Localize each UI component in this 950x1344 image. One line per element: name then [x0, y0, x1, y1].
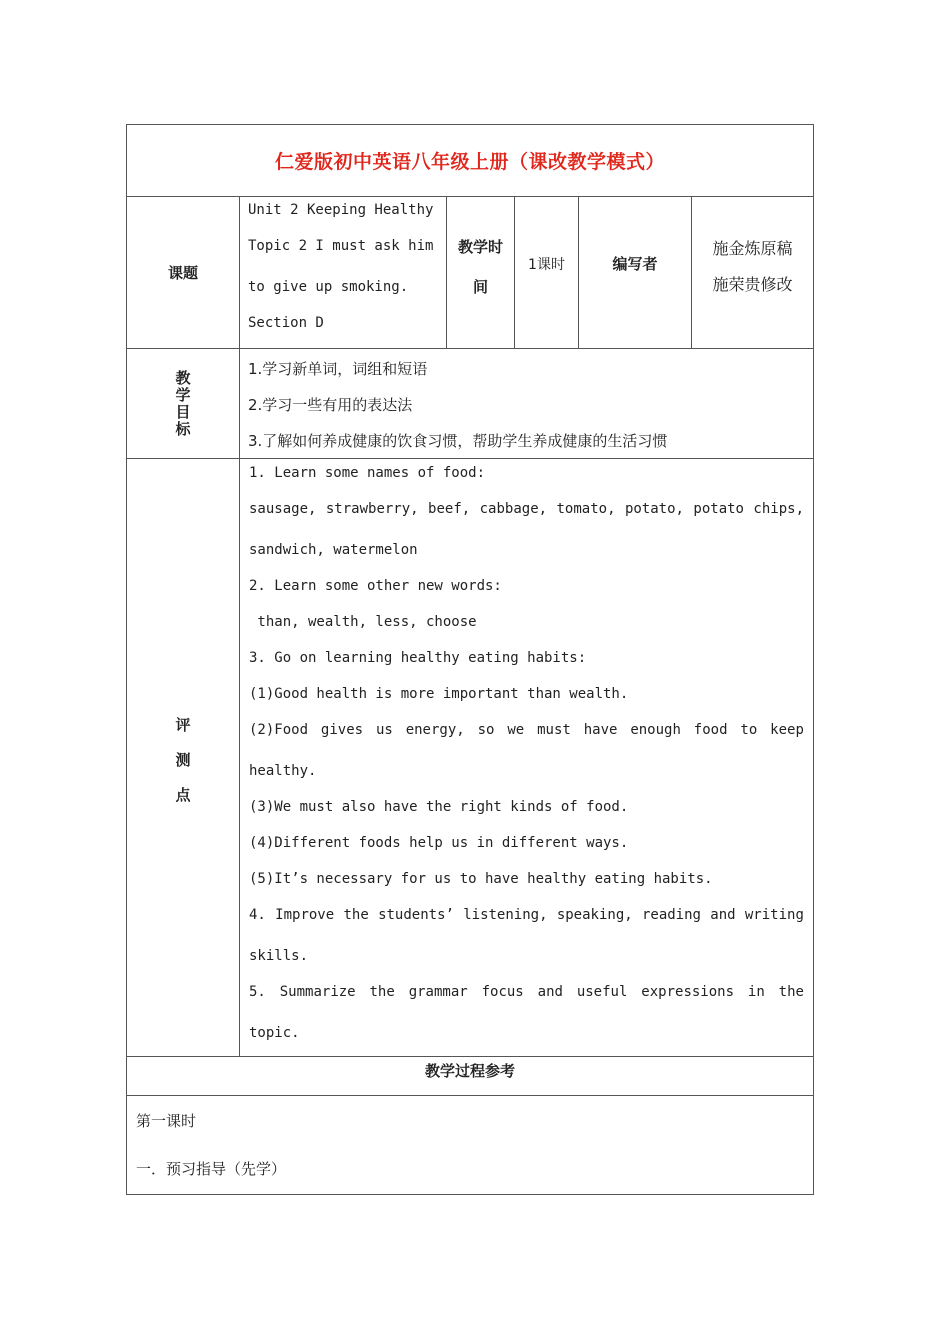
evaluation-line: 2. Learn some other new words:	[249, 578, 502, 594]
lesson-row	[127, 1096, 813, 1194]
evaluation-line: sandwich, watermelon	[249, 542, 418, 558]
evaluation-line: (5)It’s necessary for us to have healthy eating habits.	[249, 871, 713, 887]
author-line: 施荣贵修改	[712, 274, 793, 294]
evaluation-line: 1. Learn some names of food:	[249, 465, 486, 481]
topic-line: Unit 2 Keeping Healthy	[248, 202, 434, 218]
lesson-period: 第一课时	[136, 1112, 197, 1130]
objectives-label-char: 学	[175, 385, 191, 404]
evaluation-line: than, wealth, less, choose	[249, 614, 477, 630]
topic-cell	[240, 197, 447, 348]
process-heading: 教学过程参考	[424, 1062, 515, 1080]
document-title: 仁爱版初中英语八年级上册（课改教学模式）	[274, 151, 665, 173]
evaluation-line: topic.	[249, 1025, 300, 1041]
evaluation-justified-line: 5. Summarize the grammar focus and useful expressions in the	[249, 984, 804, 1000]
evaluation-line: (1)Good health is more important than wealth.	[249, 686, 629, 702]
objectives-label-char: 标	[175, 419, 191, 438]
objectives-list	[240, 349, 813, 458]
objectives-label-char: 教	[175, 368, 191, 387]
evaluation-row	[127, 459, 813, 1057]
evaluation-line: 3. Go on learning healthy eating habits:	[249, 650, 587, 666]
title-row	[127, 125, 813, 197]
objectives-label	[127, 349, 240, 458]
objectives-label-char: 目	[175, 402, 191, 421]
evaluation-line: skills.	[249, 948, 309, 964]
evaluation-line: (3)We must also have the right kinds of food.	[249, 799, 629, 815]
header-row	[127, 197, 813, 349]
lesson-section: 一．预习指导（先学）	[136, 1160, 287, 1178]
objectives-row	[127, 349, 813, 459]
evaluation-label	[127, 459, 240, 1056]
evaluation-label-char: 点	[175, 786, 191, 804]
lesson-content	[127, 1096, 813, 1194]
process-heading-row	[127, 1057, 813, 1096]
time-label	[447, 197, 515, 348]
objective-item: 2.学习一些有用的表达法	[248, 396, 413, 414]
evaluation-label-char: 测	[175, 751, 191, 769]
author-cell	[692, 197, 813, 348]
subject-label: 课题	[127, 197, 240, 348]
objective-item: 3.了解如何养成健康的饮食习惯，帮助学生养成健康的生活习惯	[248, 432, 668, 450]
time-label-line: 教学时	[457, 237, 503, 256]
evaluation-content	[240, 459, 813, 1056]
topic-line: to give up smoking.	[248, 279, 409, 295]
evaluation-justified-line: (2)Food gives us energy, so we must have enough food to keep	[249, 722, 804, 738]
topic-line: Section D	[248, 315, 324, 331]
objective-item: 1.学习新单词，词组和短语	[248, 360, 428, 378]
evaluation-justified-line: 4. Improve the students’ listening, speaking, reading and writing	[249, 907, 804, 923]
evaluation-line: healthy.	[249, 763, 317, 779]
topic-line: Topic 2 I must ask him	[248, 238, 434, 254]
time-label-line: 间	[472, 277, 488, 296]
evaluation-line: (4)Different foods help us in different ways.	[249, 835, 629, 851]
lesson-plan-table	[126, 124, 814, 1195]
evaluation-label-char: 评	[175, 716, 191, 734]
author-label: 编写者	[579, 197, 692, 348]
author-line: 施金炼原稿	[712, 238, 793, 258]
evaluation-justified-line: sausage, strawberry, beef, cabbage, tomato, potato, potato chips,	[249, 501, 804, 517]
time-value: 1课时	[515, 197, 579, 348]
